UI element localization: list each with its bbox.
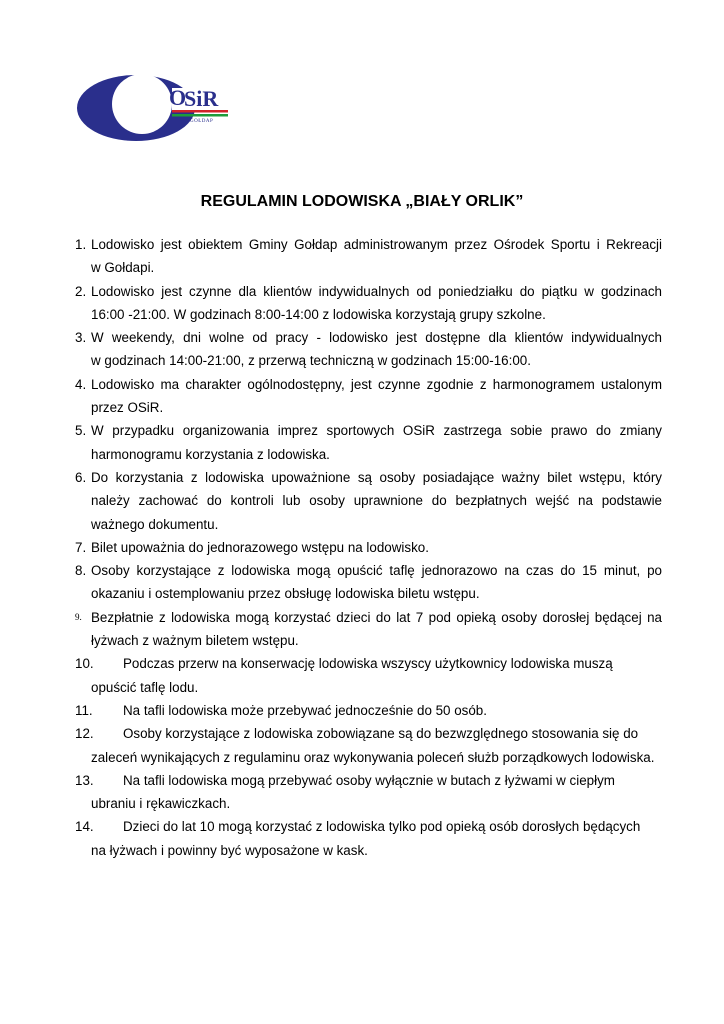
rule-13 — [75, 769, 662, 792]
rule-14-continued — [75, 839, 662, 862]
rule-text-continued: 16:00 -21:00. W godzinach 8:00-14:00 z lodowiska korzystają grupy szkolne. — [91, 306, 546, 322]
rule-text-continued: okazaniu i ostemplowaniu przez obsługę lodowiska biletu wstępu. — [91, 586, 480, 602]
rule-6 — [75, 466, 662, 536]
rule-text-continued: harmonogramu korzystania z lodowiska. — [91, 446, 330, 462]
rule-text-continued: w Gołdapi. — [91, 260, 155, 276]
logo-subtitle: GOŁDAP — [190, 119, 214, 124]
rule-3 — [75, 326, 662, 373]
rule-text: Bilet upoważnia do jednorazowego wstępu na lodowisko. — [91, 539, 429, 555]
rule-text-continued: przez OSiR. — [91, 400, 164, 416]
rule-text-continued: ubraniu i rękawiczkach. — [91, 796, 231, 812]
rule-1 — [75, 233, 662, 280]
rules-list — [75, 233, 662, 862]
rule-text: Lodowisko ma charakter ogólnodostępny, jest czynne zgodnie z harmonogramem ustalonym — [91, 376, 662, 392]
rule-10-continued — [75, 676, 662, 699]
rule-14 — [75, 815, 662, 838]
rule-text: Osoby korzystające z lodowiska mogą opuścić taflę jednorazowo na czas do 15 minut, po — [91, 563, 662, 579]
rule-12 — [75, 722, 662, 745]
rule-text: Dzieci do lat 10 mogą korzystać z lodowiska tylko pod opieką osób dorosłych będących — [123, 819, 641, 835]
rule-2 — [75, 280, 662, 327]
rule-13-continued — [75, 792, 662, 815]
rule-number: 2. — [75, 283, 87, 299]
rule-text-continued: łyżwach z ważnym biletem wstępu. — [91, 633, 299, 649]
rule-text: W przypadku organizowania imprez sportowych OSiR zastrzega sobie prawo do zmiany — [91, 423, 662, 439]
rule-number: 11. — [75, 702, 93, 718]
rule-number: 14. — [75, 819, 94, 835]
rule-text-continued: na łyżwach i powinny być wyposażone w kask. — [91, 842, 368, 858]
rule-text: Na tafli lodowiska może przebywać jednocześnie do 50 osób. — [123, 702, 487, 718]
rule-text: Lodowisko jest czynne dla klientów indywidualnych od poniedziałku do piątku w godzinach — [91, 283, 662, 299]
rule-text-continued: opuścić taflę lodu. — [91, 679, 199, 695]
rule-12-continued — [75, 746, 662, 769]
svg-text:O: O — [169, 85, 187, 110]
rule-7 — [75, 536, 662, 559]
rule-number: 7. — [75, 539, 87, 555]
rule-number: 5. — [75, 423, 87, 439]
rule-text: W weekendy, dni wolne od pracy - lodowisko jest dostępne dla klientów indywidualnych — [91, 330, 662, 346]
rule-text: Lodowisko jest obiektem Gminy Gołdap administrowanym przez Ośrodek Sportu i Rekreacji — [91, 237, 662, 252]
rule-5 — [75, 419, 662, 466]
rule-number: 1. — [75, 237, 87, 252]
rule-4 — [75, 373, 662, 420]
rule-text-continued: w godzinach 14:00-21:00, z przerwą techniczną w godzinach 15:00-16:00. — [91, 353, 531, 369]
rule-number: 6. — [75, 469, 87, 485]
rule-8 — [75, 559, 662, 606]
rule-number: 3. — [75, 330, 87, 346]
rule-number: 4. — [75, 376, 87, 392]
logo-text: SiR — [184, 86, 219, 111]
rule-number: 12. — [75, 726, 94, 742]
rule-number: 10. — [75, 656, 94, 672]
rule-text-continued: należy zachować do kontroli lub osoby uprawnione do bezpłatnych wejść na podstawie ważnego dokumentu. — [91, 493, 662, 532]
document-title: REGULAMIN LODOWISKA „BIAŁY ORLIK” — [200, 193, 524, 210]
rule-text: Osoby korzystające z lodowiska zobowiązane są do bezwzględnego stosowania się do — [123, 726, 639, 742]
rule-text: Na tafli lodowiska mogą przebywać osoby wyłącznie w butach z łyżwami w ciepłym — [123, 772, 615, 788]
rule-11 — [75, 699, 662, 722]
rule-text-continued: zaleceń wynikających z regulaminu oraz wykonywania poleceń służb porządkowych lodowiska. — [91, 749, 655, 765]
osir-logo — [74, 66, 228, 146]
rule-number: 9. — [75, 611, 82, 622]
rule-number: 13. — [75, 772, 94, 788]
rule-text: Bezpłatnie z lodowiska mogą korzystać dzieci do lat 7 pod opieką osoby dorosłej będącej na — [91, 609, 662, 625]
rule-9 — [75, 606, 662, 653]
rule-number: 8. — [75, 563, 87, 579]
rule-text: Podczas przerw na konserwację lodowiska wszyscy użytkownicy lodowiska muszą — [123, 656, 613, 672]
rule-text: Do korzystania z lodowiska upoważnione są osoby posiadające ważny bilet wstępu, który — [91, 469, 662, 485]
rule-10 — [75, 652, 662, 675]
